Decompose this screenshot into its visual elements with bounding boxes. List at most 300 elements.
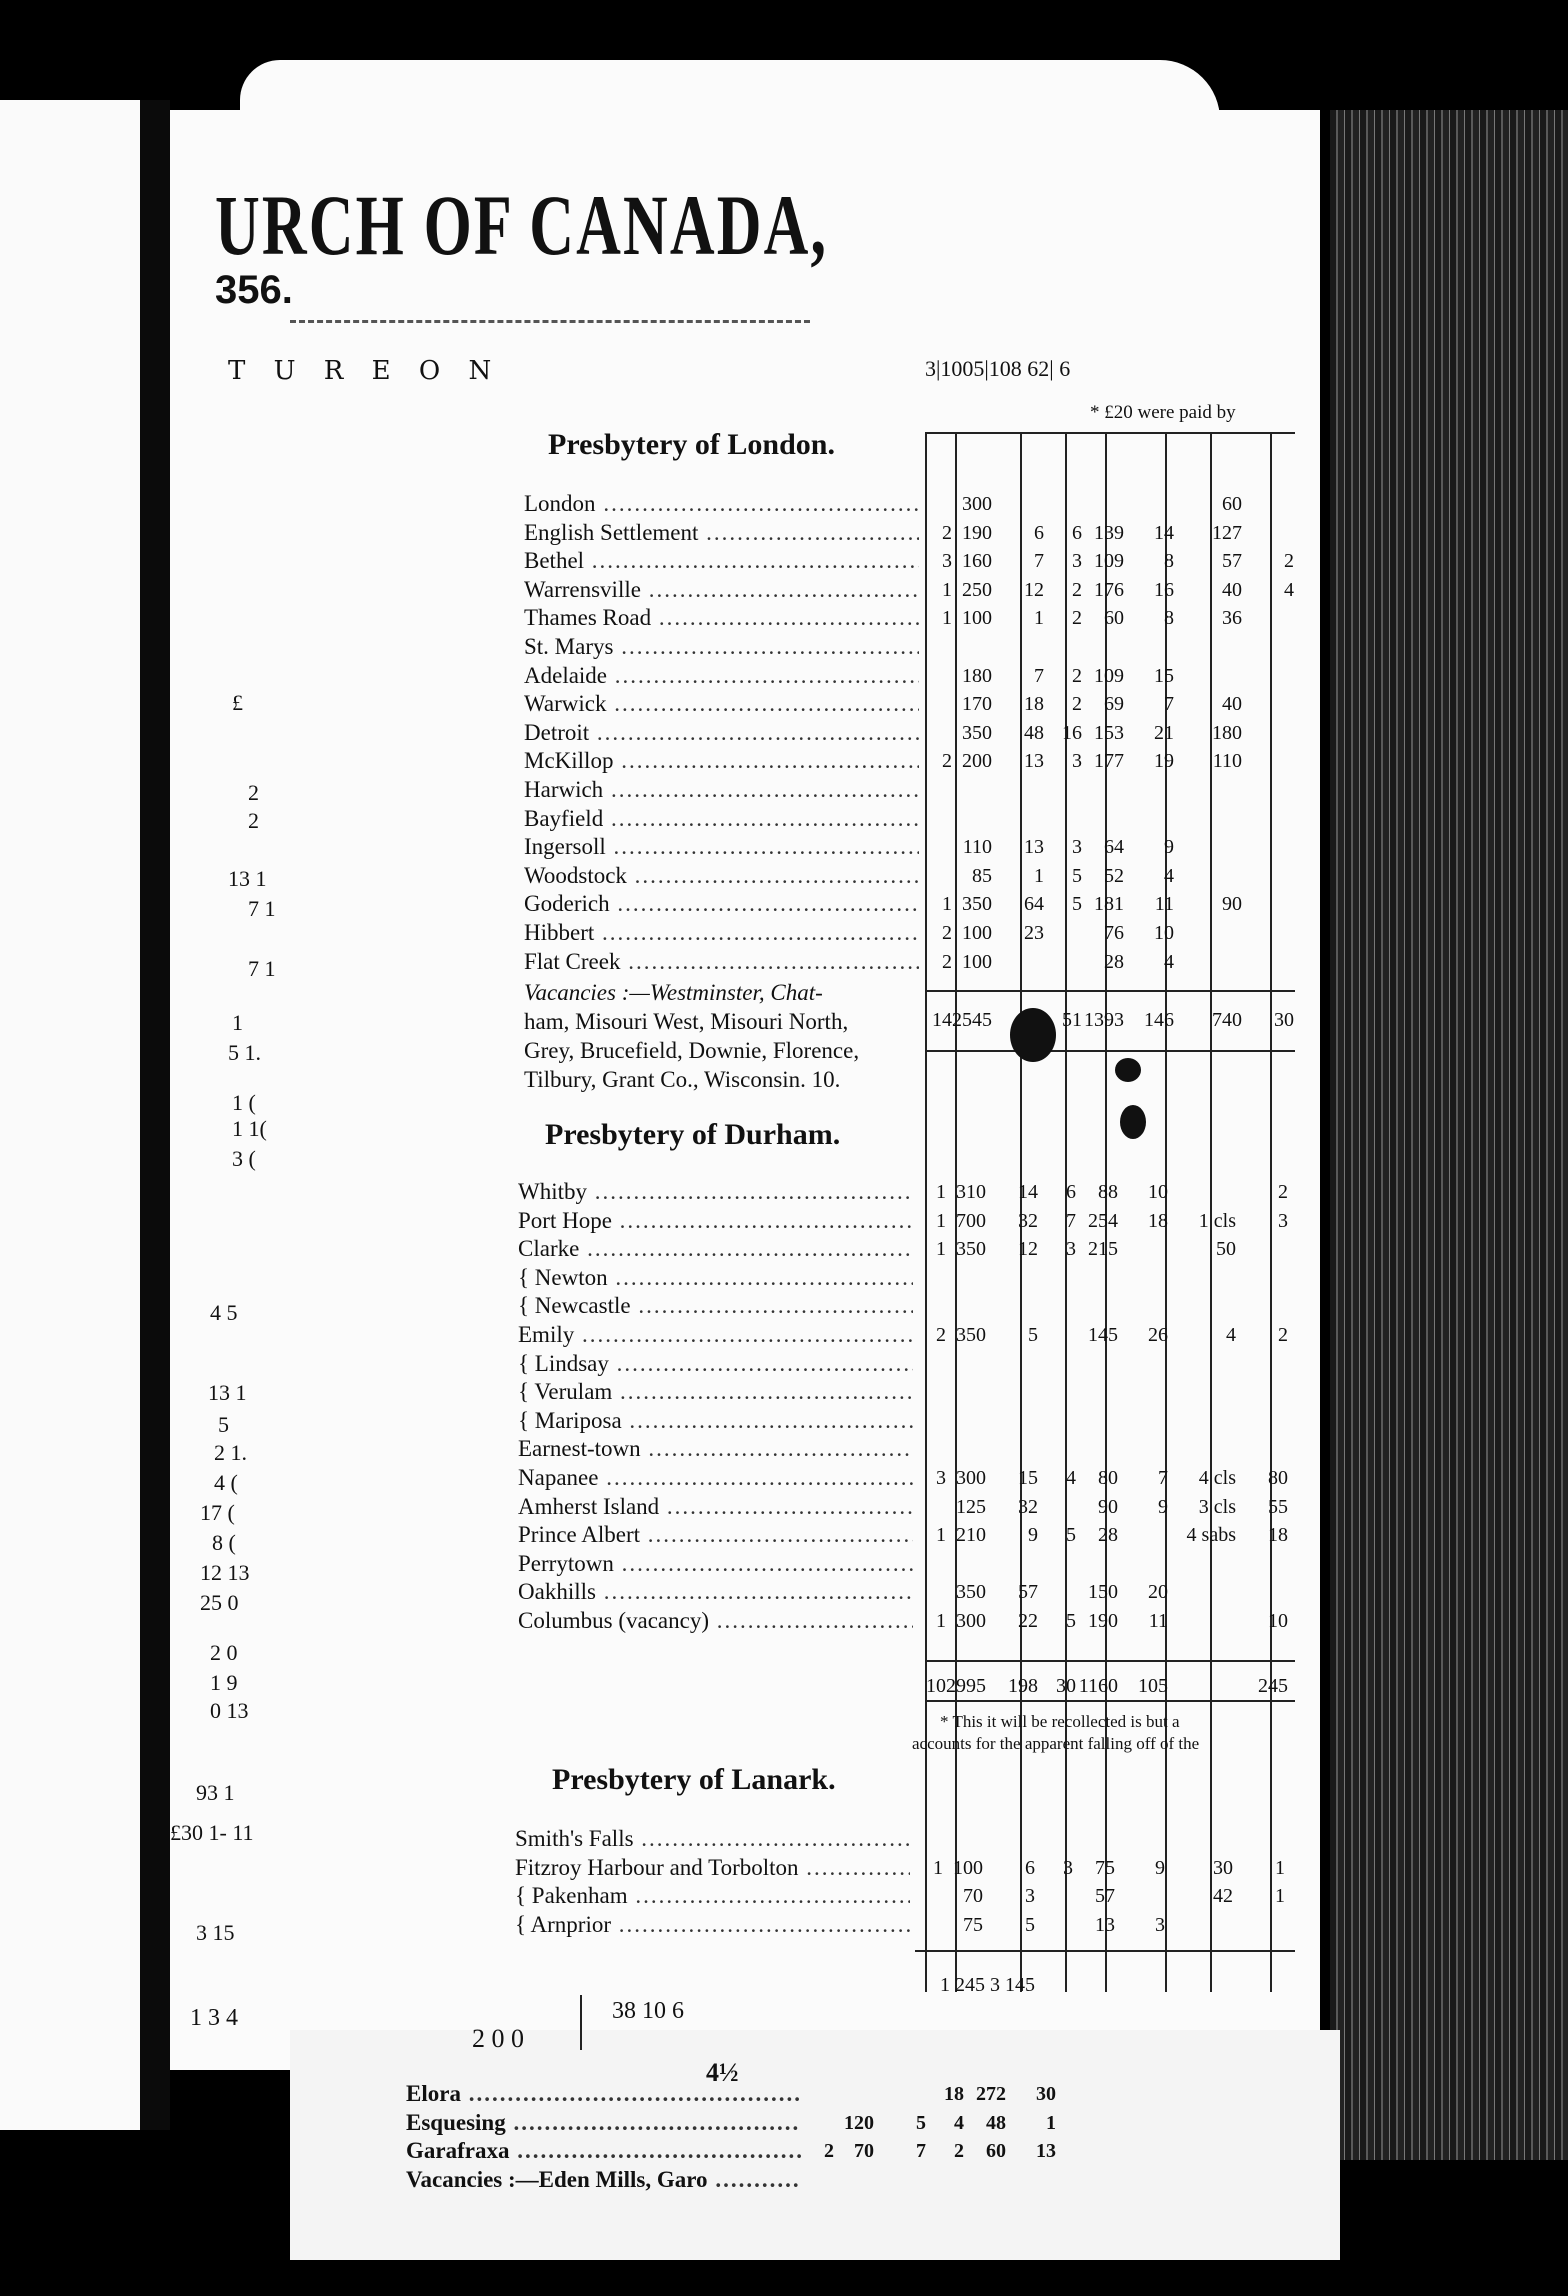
cell-value: 30 <box>1213 1856 1233 1879</box>
cell-value: 1 <box>1275 1885 1285 1908</box>
row-label: Clarke ..... <box>518 1235 913 1264</box>
top-totals: 3|1005|108 62| 6 <box>925 356 1071 381</box>
cell-value: 350 <box>962 893 992 916</box>
footnote-paid: * £20 were paid by <box>1090 402 1236 423</box>
cell-value: 6 <box>1072 521 1082 544</box>
cell-value: 3 <box>1072 550 1082 573</box>
cell-value: 26 <box>1148 1323 1168 1346</box>
ink-blot <box>1115 1058 1141 1082</box>
cell-value: 215 <box>1088 1238 1118 1261</box>
ink-blot <box>1010 1008 1056 1062</box>
left-page-fragment: 2 <box>248 780 259 805</box>
cell-value: 100 <box>953 1856 983 1879</box>
table-row <box>524 776 1324 805</box>
row-label: Prince Albert ..... <box>518 1521 913 1550</box>
cell-value: 5 <box>1066 1524 1076 1547</box>
cell-value: 100 <box>962 950 992 973</box>
torn-page-top <box>240 60 1220 180</box>
cell-value: 5 <box>1066 1609 1076 1632</box>
cell-value: 700 <box>956 1209 986 1232</box>
cell-value: 69 <box>1104 693 1124 716</box>
cell-value: 60 <box>1104 607 1124 630</box>
row-label: Smith's Falls ..... <box>515 1825 910 1854</box>
left-page-fragment: 1 9 <box>210 1670 238 1695</box>
row-label: London ..... <box>524 490 919 519</box>
cell-value: 250 <box>962 578 992 601</box>
cell-value: 8 <box>1164 550 1174 573</box>
cell-value: 32 <box>1018 1495 1038 1518</box>
cell-value: 127 <box>1212 521 1242 544</box>
left-page-fragment: 4 5 <box>210 1300 238 1325</box>
cell-value: 18 <box>1024 693 1044 716</box>
row-label: Garafraxa ..... <box>406 2137 801 2166</box>
left-page-fragment: £ <box>232 690 243 715</box>
cell-value: 28 <box>1104 950 1124 973</box>
left-page-fragment: 8 ( <box>212 1530 236 1555</box>
cell-value: 4 cls <box>1198 1466 1236 1489</box>
cell-value: 6 <box>1034 521 1044 544</box>
cell-value: 60 <box>986 2140 1006 2163</box>
row-label: St. Marys ..... <box>524 633 919 662</box>
cell-value: 1 <box>936 1238 946 1261</box>
vacancies-line: ham, Misouri West, Misouri North, <box>524 1009 849 1034</box>
table-row <box>524 919 1324 948</box>
page-heading: URCH OF CANADA, <box>215 177 829 273</box>
row-label: Napanee ..... <box>518 1464 913 1493</box>
cell-value: 1 <box>933 1856 943 1879</box>
row-label: English Settlement ..... <box>524 519 919 548</box>
cell-value: 1 <box>936 1524 946 1547</box>
table-row <box>524 576 1324 605</box>
table-row <box>518 1378 1318 1407</box>
cell-value: 4 <box>1164 950 1174 973</box>
cell-value: 13 <box>1024 836 1044 859</box>
table-row <box>524 948 1324 977</box>
left-page-fragment: 1 <box>232 1010 243 1035</box>
cell-value: 1 <box>1034 607 1044 630</box>
cell-value: 310 <box>956 1181 986 1203</box>
cell-value: 15 <box>1154 664 1174 687</box>
cell-value: 4 <box>1066 1466 1076 1489</box>
cell-value: 109 <box>1094 664 1124 687</box>
cell-value: 12 <box>1018 1238 1038 1261</box>
table-row <box>518 1264 1318 1293</box>
cell-value: 16 <box>1154 578 1174 601</box>
table-row <box>406 2166 1206 2195</box>
cell-value: 1 <box>1034 864 1044 887</box>
table-row <box>406 2109 1206 2138</box>
table-row <box>406 2137 1206 2166</box>
row-label: Ingersoll ..... <box>524 833 919 862</box>
cell-value: 272 <box>976 2083 1006 2105</box>
row-label: { Verulam ..... <box>518 1378 913 1407</box>
cell-value: 150 <box>1088 1581 1118 1604</box>
cell-value: 1 <box>936 1609 946 1632</box>
row-label: Warrensville ..... <box>524 576 919 605</box>
cell-value: 170 <box>962 693 992 716</box>
row-label: Amherst Island ..... <box>518 1493 913 1522</box>
table-row <box>524 547 1324 576</box>
table-row <box>518 1550 1318 1579</box>
total-rule <box>925 1660 1295 1662</box>
cell-value: 1 <box>936 1181 946 1203</box>
table-row <box>518 1207 1318 1236</box>
cell-value: 4 <box>954 2111 964 2134</box>
table-row <box>524 633 1324 662</box>
row-label: Detroit ..... <box>524 719 919 748</box>
cell-value: 64 <box>1104 836 1124 859</box>
row-label: Earnest-town ..... <box>518 1435 913 1464</box>
cell-value: 4 <box>1284 578 1294 601</box>
left-page-fragment: 13 1 <box>228 866 267 891</box>
durham-note: * This it will be recollected is but a <box>940 1712 1180 1731</box>
cell-value: 100 <box>962 921 992 944</box>
row-label: { Newton ..... <box>518 1264 913 1293</box>
cell-value: 11 <box>1148 1609 1168 1632</box>
cell-value: 180 <box>1212 721 1242 744</box>
london-total-row <box>524 1006 1324 1035</box>
row-label: { Arnprior ..... <box>515 1911 910 1940</box>
cell-value: 350 <box>956 1323 986 1346</box>
cell-value: 55 <box>1268 1495 1288 1518</box>
cell-value: 5 <box>1072 893 1082 916</box>
row-label: Esquesing ..... <box>406 2109 801 2138</box>
cell-value: 120 <box>844 2111 874 2134</box>
table-row <box>518 1672 1318 1701</box>
cell-value: 19 <box>1154 750 1174 773</box>
cell-value: 139 <box>1094 521 1124 544</box>
cell-value: 2 <box>942 921 952 944</box>
cell-value: 3 <box>1278 1209 1288 1232</box>
cell-value: 2995 <box>946 1675 986 1697</box>
cell-value: 90 <box>1222 893 1242 916</box>
cell-value: 3 <box>942 550 952 573</box>
table-row <box>518 1521 1318 1550</box>
cell-value: 48 <box>1024 721 1044 744</box>
row-label: Vacancies :—Eden Mills, Garo ..... <box>406 2166 801 2195</box>
cell-value: 3 <box>1072 836 1082 859</box>
cell-value: 22 <box>1018 1609 1038 1632</box>
cell-value: 300 <box>962 493 992 515</box>
cell-value: 176 <box>1094 578 1124 601</box>
vacancies-line: Tilbury, Grant Co., Wisconsin. 10. <box>524 1067 841 1092</box>
left-page-sliver <box>0 100 140 2130</box>
left-page-fragment: 1 1( <box>232 1116 267 1141</box>
table-row <box>518 1435 1318 1464</box>
cell-value: 57 <box>1018 1581 1038 1604</box>
cell-value: 70 <box>963 1885 983 1908</box>
cell-value: 160 <box>962 550 992 573</box>
cell-value: 190 <box>962 521 992 544</box>
cell-value: 57 <box>1222 550 1242 573</box>
row-label: { Mariposa ..... <box>518 1407 913 1436</box>
cell-value: 5 <box>1025 1913 1035 1936</box>
cell-value: 75 <box>963 1913 983 1936</box>
table-row <box>518 1493 1318 1522</box>
cell-value: 300 <box>956 1466 986 1489</box>
cell-value: 3 cls <box>1198 1495 1236 1518</box>
cell-value: 7 <box>1034 664 1044 687</box>
row-label: Emily ..... <box>518 1321 913 1350</box>
cell-value: 21 <box>1154 721 1174 744</box>
cell-value: 76 <box>1104 921 1124 944</box>
section-title-lanark: Presbytery of Lanark. <box>552 1763 836 1796</box>
left-page-fragment: 2 1. <box>214 1440 247 1465</box>
cell-value: 40 <box>1222 693 1242 716</box>
section-title-london: Presbytery of London. <box>548 428 835 461</box>
cell-value: 42 <box>1213 1885 1233 1908</box>
row-label: Thames Road ..... <box>524 604 919 633</box>
cell-value: 15 <box>1018 1466 1038 1489</box>
cell-value: 2 <box>1278 1323 1288 1346</box>
table-row <box>518 1578 1318 1607</box>
cell-value: 2 <box>942 750 952 773</box>
table-row <box>515 1911 1315 1940</box>
cell-value: 254 <box>1088 1209 1118 1232</box>
cell-value: 1 <box>936 1209 946 1232</box>
cell-value: 2 <box>954 2140 964 2163</box>
cell-value: 1 <box>1046 2111 1056 2134</box>
cell-value: 1393 <box>1084 1009 1124 1031</box>
heading-year: 356. <box>215 268 293 312</box>
cell-value: 32 <box>1018 1209 1038 1232</box>
cell-value: 2 <box>942 950 952 973</box>
lanark-total: 1 245 3 145 <box>940 1974 1035 1996</box>
row-label: Columbus (vacancy) ..... <box>518 1607 913 1636</box>
cell-value: 3 <box>1066 1238 1076 1261</box>
row-label: { Pakenham ..... <box>515 1882 910 1911</box>
table-row <box>524 805 1324 834</box>
table-rule <box>925 432 1295 434</box>
cell-value: 1 <box>1275 1856 1285 1879</box>
cell-value: 36 <box>1222 607 1242 630</box>
cell-value: 1 cls <box>1198 1209 1236 1232</box>
column-rule <box>580 1995 582 2050</box>
cell-value: 20 <box>1148 1581 1168 1604</box>
cell-value: 1 <box>942 893 952 916</box>
cell-value: 110 <box>962 836 992 859</box>
left-page-fragment: 2 <box>248 808 259 833</box>
bottom-sum-mid: 2 0 0 <box>472 2024 524 2053</box>
row-label: Perrytown ..... <box>518 1550 913 1579</box>
heading-rule <box>290 320 810 323</box>
cell-value: 3 <box>1025 1885 1035 1908</box>
row-label: Port Hope ..... <box>518 1207 913 1236</box>
cell-value: 146 <box>1144 1009 1174 1031</box>
cell-value: 4 <box>1164 864 1174 887</box>
cell-value: 350 <box>956 1581 986 1604</box>
row-label: { Lindsay ..... <box>518 1350 913 1379</box>
table-row <box>524 833 1324 862</box>
cell-value: 18 <box>1268 1524 1288 1547</box>
row-label: Warwick ..... <box>524 690 919 719</box>
table-row <box>524 747 1324 776</box>
durham-total-row <box>518 1672 1318 1701</box>
heading-subtitle: T U R E O N <box>228 356 502 386</box>
cell-value: 8 <box>1164 607 1174 630</box>
left-page-fragment: 1 ( <box>232 1090 256 1115</box>
bottom-sum-right: 38 10 6 <box>612 1998 684 2024</box>
cell-value: 88 <box>1098 1181 1118 1203</box>
cell-value: 4 sabs <box>1186 1524 1236 1547</box>
cell-value: 145 <box>1088 1323 1118 1346</box>
table-row <box>524 490 1324 519</box>
cell-value: 9 <box>1028 1524 1038 1547</box>
cell-value: 3 <box>1063 1856 1073 1879</box>
left-page-fragment: 3 15 <box>196 1920 235 1945</box>
table-row <box>524 719 1324 748</box>
table-row <box>518 1292 1318 1321</box>
cell-value: 245 <box>1258 1675 1288 1697</box>
total-rule <box>925 990 1295 992</box>
cell-value: 23 <box>1024 921 1044 944</box>
cell-value: 3 <box>1155 1913 1165 1936</box>
total-rule <box>925 1700 1295 1702</box>
cell-value: 2 <box>942 521 952 544</box>
cell-value: 40 <box>1222 578 1242 601</box>
cell-value: 109 <box>1094 550 1124 573</box>
cell-value: 7 <box>916 2140 926 2163</box>
table-row <box>515 1882 1315 1911</box>
row-label: Whitby ..... <box>518 1178 913 1207</box>
lower-page-table <box>406 2080 1206 2194</box>
section-title-durham: Presbytery of Durham. <box>545 1118 841 1151</box>
cell-value: 7 <box>1158 1466 1168 1489</box>
london-vacancies <box>524 978 859 1094</box>
row-label: Flat Creek ..... <box>524 948 919 977</box>
cell-value: 5 <box>1028 1323 1038 1346</box>
cell-value: 10 <box>1268 1609 1288 1632</box>
cell-value: 300 <box>956 1609 986 1632</box>
cell-value: 13 <box>1095 1913 1115 1936</box>
cell-value: 70 <box>854 2140 874 2163</box>
cell-value: 7 <box>1066 1209 1076 1232</box>
vacancies-line: Grey, Brucefield, Downie, Florence, <box>524 1038 860 1063</box>
left-page-fragment: 7 1 <box>248 896 276 921</box>
cell-value: 64 <box>1024 893 1044 916</box>
cell-value: 11 <box>1154 893 1174 916</box>
cell-value: 1 <box>942 607 952 630</box>
left-page-fragment: 7 1 <box>248 956 276 981</box>
bottom-sum-left: 1 3 4 <box>190 2005 238 2031</box>
cell-value: 2 <box>1278 1181 1288 1203</box>
cell-value: 85 <box>972 864 992 887</box>
cell-value: 9 <box>1158 1495 1168 1518</box>
cell-value: 30 <box>1036 2083 1056 2105</box>
ink-blot <box>1120 1105 1146 1139</box>
row-label: Adelaide ..... <box>524 662 919 691</box>
left-page-fragment: 93 1 <box>196 1780 235 1805</box>
cell-value: 14 <box>1154 521 1174 544</box>
table-row <box>518 1407 1318 1436</box>
table-row <box>518 1607 1318 1636</box>
table-row <box>524 519 1324 548</box>
cell-value: 60 <box>1222 493 1242 515</box>
cell-value: 13 <box>1024 750 1044 773</box>
london-table <box>524 490 1324 976</box>
cell-value: 350 <box>956 1238 986 1261</box>
cell-value: 57 <box>1095 1885 1115 1908</box>
cell-value: 18 <box>1148 1209 1168 1232</box>
cell-value: 125 <box>956 1495 986 1518</box>
cell-value: 30 <box>1056 1675 1076 1697</box>
table-row <box>524 1006 1324 1035</box>
cell-value: 10 <box>1148 1181 1168 1203</box>
cell-value: 2 <box>824 2140 834 2163</box>
cell-value: 75 <box>1095 1856 1115 1879</box>
book-spine <box>140 100 170 2130</box>
cell-value: 12 <box>1024 578 1044 601</box>
cell-value: 3 <box>1072 750 1082 773</box>
cell-value: 14 <box>932 1009 952 1031</box>
table-row <box>524 690 1324 719</box>
table-row <box>518 1350 1318 1379</box>
table-row <box>518 1178 1318 1207</box>
cell-value: 200 <box>962 750 992 773</box>
left-page-fragment: 17 ( <box>200 1500 235 1525</box>
table-row <box>406 2080 1206 2109</box>
cell-value: 48 <box>986 2111 1006 2134</box>
lanark-table <box>515 1825 1315 1939</box>
left-page-fragment: 2 0 <box>210 1640 238 1665</box>
left-page-fragment: 5 1. <box>228 1040 261 1065</box>
cell-value: 9 <box>1164 836 1174 859</box>
row-label: Goderich ..... <box>524 890 919 919</box>
cell-value: 10 <box>926 1675 946 1697</box>
cell-value: 210 <box>956 1524 986 1547</box>
cell-value: 5 <box>1072 864 1082 887</box>
cell-value: 198 <box>1008 1675 1038 1697</box>
cell-value: 190 <box>1088 1609 1118 1632</box>
cell-value: 180 <box>962 664 992 687</box>
row-label: Oakhills ..... <box>518 1578 913 1607</box>
table-row <box>515 1825 1315 1854</box>
cell-value: 105 <box>1138 1675 1168 1697</box>
table-row <box>524 890 1324 919</box>
table-row <box>515 1854 1315 1883</box>
cell-value: 5 <box>916 2111 926 2134</box>
cell-value: 80 <box>1268 1466 1288 1489</box>
cell-value: 51 <box>1062 1009 1082 1031</box>
row-label: Harwich ..... <box>524 776 919 805</box>
cell-value: 2 <box>1072 664 1082 687</box>
cell-value: 110 <box>1212 750 1242 773</box>
table-row <box>518 1235 1318 1264</box>
left-page-fragment: 0 13 <box>210 1698 249 1723</box>
cell-value: 7 <box>1034 550 1044 573</box>
left-page-fragment: 4 ( <box>214 1470 238 1495</box>
cell-value: 16 <box>1062 721 1082 744</box>
cell-value: 2545 <box>952 1009 992 1031</box>
table-row <box>518 1321 1318 1350</box>
cell-value: 6 <box>1025 1856 1035 1879</box>
row-label: Hibbert ..... <box>524 919 919 948</box>
page-edges <box>1330 110 1568 2160</box>
cell-value: 52 <box>1104 864 1124 887</box>
table-row <box>524 604 1324 633</box>
cell-value: 28 <box>1098 1524 1118 1547</box>
total-rule <box>925 1050 1295 1052</box>
row-label: { Newcastle ..... <box>518 1292 913 1321</box>
cell-value: 2 <box>1072 693 1082 716</box>
left-page-fragment: 3 ( <box>232 1146 256 1171</box>
row-label: Fitzroy Harbour and Torbolton ..... <box>515 1854 910 1883</box>
cell-value: 10 <box>1154 921 1174 944</box>
cell-value: 350 <box>962 721 992 744</box>
vacancies-line: Vacancies :—Westminster, Chat- <box>524 980 823 1005</box>
cell-value: 1 <box>942 578 952 601</box>
cell-value: 4 <box>1226 1323 1236 1346</box>
